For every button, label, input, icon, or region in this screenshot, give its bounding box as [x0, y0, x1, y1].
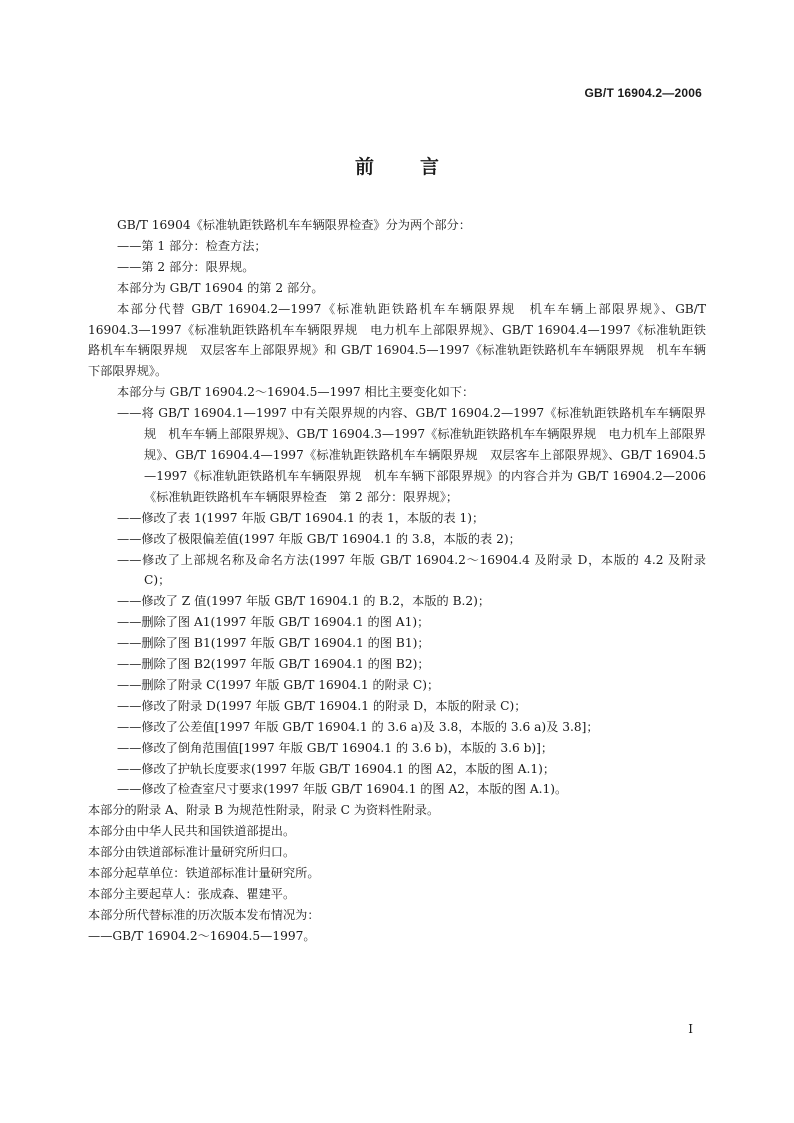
paragraph: 本部分所代替标准的历次版本发布情况为：: [88, 907, 320, 922]
title-char-2: 言: [420, 156, 440, 178]
paragraph: 本部分与 GB/T 16904.2～16904.5—1997 相比主要变化如下：: [117, 385, 475, 400]
paragraph: 本部分为 GB/T 16904 的第 2 部分。: [117, 280, 324, 295]
paragraph: 本部分主要起草人：张成森、瞿建平。: [88, 887, 296, 901]
list-item: ——修改了公差值[1997 年版 GB/T 16904.1 的 3.6 a)及 3.8，本版的 3.6 a)及 3.8]；: [117, 719, 599, 734]
paragraph: 本部分由中华人民共和国铁道部提出。: [88, 824, 296, 839]
list-item: ——修改了表 1(1997 年版 GB/T 16904.1 的表 1，本版的表 1)；: [117, 510, 485, 525]
list-item: ——修改了上部规名称及命名方法(1997 年版 GB/T 16904.2～16904.4 及附录 D，本版的 4.2 及附录 C)；: [117, 552, 706, 588]
title-char-1: 前: [354, 156, 374, 178]
list-item: ——GB/T 16904.2～16904.5—1997。: [88, 928, 316, 943]
list-item: ——修改了附录 D(1997 年版 GB/T 16904.1 的附录 D，本版的附录 C)；: [117, 698, 527, 713]
foreword-body: [88, 215, 706, 947]
list-item: ——删除了图 A1(1997 年版 GB/T 16904.1 的图 A1)；: [117, 615, 430, 630]
paragraph: 本部分起草单位：铁道部标准计量研究所。: [88, 866, 320, 881]
paragraph: GB/T 16904《标准轨距铁路机车车辆限界检查》分为两个部分：: [117, 218, 471, 232]
list-item: ——第 2 部分：限界规。: [117, 259, 255, 274]
standard-code: GB/T 16904.2—2006: [584, 86, 702, 100]
paragraph: 本部分的附录 A、附录 B 为规范性附录，附录 C 为资料性附录。: [88, 803, 440, 818]
page-title: [0, 152, 794, 179]
list-item: ——将 GB/T 16904.1—1997 中有关限界规的内容、GB/T 16904.2—1997《标准轨距铁路机车车辆限界规 机车车辆上部限界规》、GB/T 16904.3—1997《标准轨距铁路机车车辆限界规 电力机车上部限界规》、GB/T 16904.4—1997《标准轨距铁路机车车辆限界规 双层客车上部限界规》、GB/T 16904.5—1997《标准轨距铁路机车车辆限界规 机车车辆下部限界规》的内容合并为 GB/T 16904.2—2006《标准轨距铁路机车车辆限界检查 第 2 部分：限界规》；: [117, 406, 706, 504]
list-item: ——修改了倒角范围值[1997 年版 GB/T 16904.1 的 3.6 b)，本版的 3.6 b)]；: [117, 740, 554, 755]
list-item: ——删除了附录 C(1997 年版 GB/T 16904.1 的附录 C)；: [117, 677, 440, 692]
list-item: ——修改了护轨长度要求(1997 年版 GB/T 16904.1 的图 A2，本版的图 A.1)；: [117, 761, 556, 776]
page-number: I: [688, 1022, 693, 1036]
list-item: ——修改了 Z 值(1997 年版 GB/T 16904.1 的 B.2，本版的 B.2)；: [117, 594, 491, 609]
paragraph: 本部分代替 GB/T 16904.2—1997《标准轨距铁路机车车辆限界规 机车车辆上部限界规》、GB/T 16904.3—1997《标准轨距铁路机车车辆限界规 电力机车上部限界规》、GB/T 16904.4—1997《标准轨距铁路机车车辆限界规 双层客车上部限界规》和 GB/T 16904.5—1997《标准轨距铁路机车车辆限界规 机车车辆下部限界规》。: [88, 301, 706, 379]
list-item: ——修改了极限偏差值(1997 年版 GB/T 16904.1 的 3.8，本版的表 2)；: [117, 531, 521, 546]
paragraph: 本部分由铁道部标准计量研究所归口。: [88, 845, 296, 860]
list-item: ——修改了检查室尺寸要求(1997 年版 GB/T 16904.1 的图 A2，本版的图 A.1)。: [117, 782, 568, 797]
list-item: ——删除了图 B2(1997 年版 GB/T 16904.1 的图 B2)；: [117, 657, 430, 672]
list-item: ——第 1 部分：检查方法；: [117, 238, 267, 253]
list-item: ——删除了图 B1(1997 年版 GB/T 16904.1 的图 B1)；: [117, 636, 430, 651]
